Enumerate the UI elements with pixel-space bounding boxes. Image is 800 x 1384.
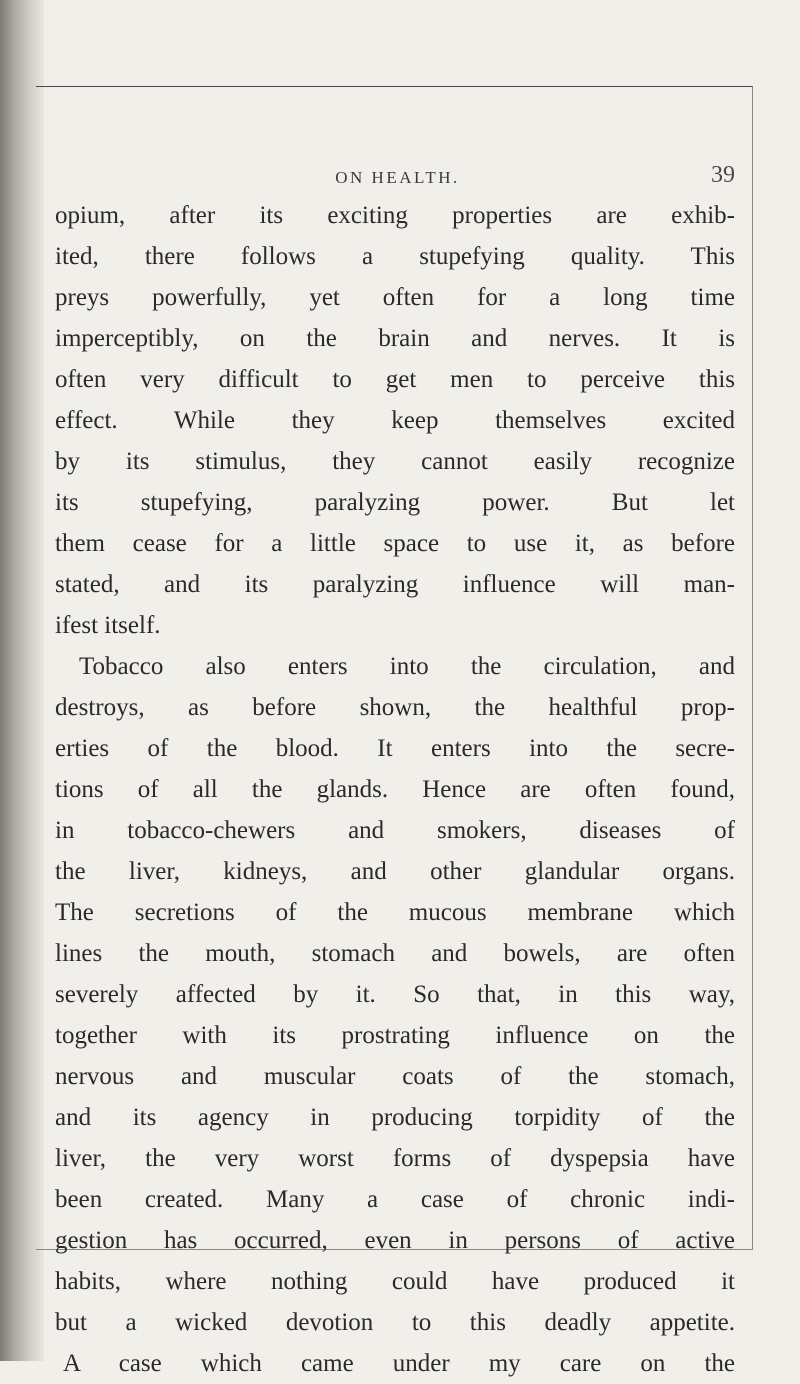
page-number: 39 <box>711 162 735 188</box>
text-line: the liver, kidneys, and other glandular organs. <box>55 858 735 885</box>
text-line: tions of all the glands. Hence are often found, <box>55 776 735 803</box>
text-line: been created. Many a case of chronic indi- <box>55 1186 735 1213</box>
text-line: imperceptibly, on the brain and nerves. It is <box>55 325 735 352</box>
text-line: severely affected by it. So that, in this way, <box>55 981 735 1008</box>
text-line: ited, there follows a stupefying quality. This <box>55 243 735 270</box>
paragraph-end-line: ifest itself. <box>55 612 161 639</box>
text-line: liver, the very worst forms of dyspepsia have <box>55 1145 735 1172</box>
text-line: preys powerfully, yet often for a long time <box>55 284 735 311</box>
text-line: them cease for a little space to use it, as before <box>55 530 735 557</box>
text-line: but a wicked devotion to this deadly appetite. <box>55 1309 735 1336</box>
text-line: together with its prostrating influence on the <box>55 1022 735 1049</box>
text-line: its stupefying, paralyzing power. But let <box>55 489 735 516</box>
text-line: destroys, as before shown, the healthful prop- <box>55 694 735 721</box>
running-title: ON HEALTH. <box>335 168 460 187</box>
text-line: stated, and its paralyzing influence will man- <box>55 571 735 598</box>
text-line: lines the mouth, stomach and bowels, are often <box>55 940 735 967</box>
running-head <box>60 162 735 194</box>
body-text <box>55 195 735 1384</box>
paragraph-start-line: Tobacco also enters into the circulation, and <box>79 653 735 680</box>
text-line: opium, after its exciting properties are exhib- <box>55 202 735 229</box>
text-line: The secretions of the mucous membrane which <box>55 899 735 926</box>
text-line: nervous and muscular coats of the stomach, <box>55 1063 735 1090</box>
text-line: erties of the blood. It enters into the secre- <box>55 735 735 762</box>
text-line: gestion has occurred, even in persons of active <box>55 1227 735 1254</box>
text-line: habits, where nothing could have produced it <box>55 1268 735 1295</box>
text-line: and its agency in producing torpidity of the <box>55 1104 735 1131</box>
text-line: often very difficult to get men to perceive this <box>55 366 735 393</box>
text-line: by its stimulus, they cannot easily recognize <box>55 448 735 475</box>
text-line: A case which came under my care on the <box>63 1350 735 1377</box>
text-line: effect. While they keep themselves excited <box>55 407 735 434</box>
text-line: in tobacco-chewers and smokers, diseases of <box>55 817 735 844</box>
